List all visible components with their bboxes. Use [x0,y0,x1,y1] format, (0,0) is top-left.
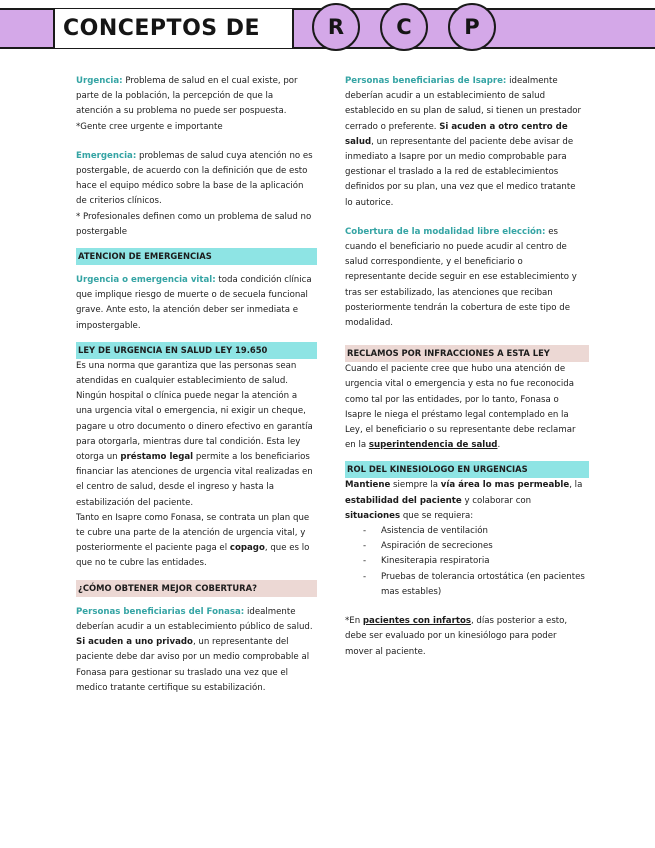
circle-p: P [448,3,496,51]
infartos-text-a: *En [345,616,363,627]
vital-definition [76,273,313,334]
reclamos-text-a: Cuando el paciente cree que hubo una atención de urgencia vital o emergencia y esta no fue reconocida como tal por las entidades, por lo tanto, Fonasa o Isapre le niega el préstamo legal contemplado en la Ley, el beneficiario o su representante debe reclamar en la [345,364,576,451]
prestamo-legal: préstamo legal [120,452,194,463]
emergencia-term: Emergencia: [76,150,137,161]
rol-via-aerea: vía área lo mas permeable [440,480,570,491]
urgencia-term: Urgencia: [76,76,123,86]
ley-text-a: Es una norma que garantiza que las personas sean atendidas en cualquier establecimiento de salud. Ningún hospital o clínica puede negar la atención a una urgencia vital o emergencia, ni exigir un cheque, pagare u otro documento o dinero efectivo en garantía para otorgarla, mientras dure tal condición. Esta ley otorga un [76,360,313,463]
rol-text-a: siempre la [390,480,441,491]
section-header-ley: LEY DE URGENCIA EN SALUD LEY 19.650 [76,342,317,359]
reclamos-paragraph [345,362,585,453]
libre-eleccion-term: Cobertura de la modalidad libre elección: [345,226,546,237]
list-item: - Kinesiterapia respiratoria [363,554,585,569]
libre-eleccion-text: es cuando el beneficiario no puede acudir al centro de salud correspondiente, y el beneficiario o representante decide seguir en ese establecimiento y tras ser estabilizado, las atenciones que reciban posteriormente tendrán la cobertura de este tipo de modalidad. [345,226,577,329]
libre-eleccion-paragraph [345,225,585,331]
fonasa-text-b: , un representante del paciente debe dar aviso por un medio comprobable al Fonasa para gestionar su traslado una vez que el medico tratante certifique su estabilización. [76,637,310,693]
rol-text-d: que se requiera: [400,510,474,521]
left-column [76,74,313,696]
rol-situaciones: situaciones [345,510,401,521]
urgencia-note: *Gente cree urgente e importante [76,121,223,132]
right-column [345,74,585,660]
vital-term: Urgencia o emergencia vital: [76,275,216,286]
isapre-otro-centro: Si acuden a otro centro de salud [345,121,568,147]
rol-mantiene: Mantiene [345,480,391,491]
emergencia-note: * Profesionales definen como un problema de salud no postergable [76,211,312,237]
isapre-text-b: , un representante del paciente debe avisar de inmediato a Isapre por un medio comprobable para gestionar el traslado a la red de establecimientos definidos por su plan, una vez que el medico tratante lo autorice. [345,136,576,208]
circle-r: R [312,3,360,51]
fonasa-privado: Si acuden a uno privado [76,637,193,648]
vital-text: toda condición clínica que implique riesgo de muerte o de secuela funcional grave. Ante esto, la atención deber ser inmediata e impostergable. [76,275,312,331]
fonasa-text-a: idealmente deberían acudir a un establecimiento público de salud. [76,606,313,632]
isapre-text-a: idealmente deberían acudir a un establecimiento de salud establecido en su plan de salud, si tienen un prestador cerrado o preferente. [345,76,582,132]
ley-p2-text-a: Tanto en Isapre como Fonasa, se contrata un plan que te cubre una parte de la atención de urgencia vital, y posteriormente el paciente paga el [76,512,310,554]
ley-paragraph-2 [76,511,313,572]
list-item: - Asistencia de ventilación [363,524,585,539]
urgencia-text: Problema de salud en el cual existe, por parte de la población, la percepción de que la atención a su problema no puede ser pospuesta. [76,76,298,117]
rol-text-b: , la [569,480,583,491]
ley-text-b: permite a los beneficiarios financiar las atenciones de urgencia vital realizadas en el centro de salud, desde el ingreso y hasta la estabilización del paciente. [76,452,313,508]
pacientes-con-infartos: pacientes con infartos [362,616,471,627]
isapre-paragraph [345,74,585,211]
section-header-rol: ROL DEL KINESIOLOGO EN URGENCIAS [345,461,589,478]
rol-list [345,524,585,600]
rol-estabilidad: estabilidad del paciente [345,495,462,506]
page-title: CONCEPTOS DE [63,16,261,41]
infartos-text-b: , días posterior a esto, debe ser evaluado por un kinesiólogo para poder mover al paciente. [345,616,568,657]
rol-text-c: y colaborar con [461,495,532,506]
superintendencia: superintendencia de salud [368,440,498,451]
fonasa-term: Personas beneficiarias del Fonasa: [76,606,245,617]
section-header-atencion: ATENCION DE EMERGENCIAS [76,248,317,265]
ley-paragraph-1 [76,359,313,511]
ley-p2-text-b: , que es lo que no te cubre las entidades. [76,543,310,569]
title-box [53,9,294,48]
rol-paragraph [345,478,585,524]
list-item: - Aspiración de secreciones [363,539,585,554]
fonasa-paragraph [76,605,313,696]
section-header-reclamos: RECLAMOS POR INFRACCIONES A ESTA LEY [345,345,589,362]
reclamos-text-b: . [497,440,501,451]
copago: copago [229,543,265,554]
infartos-paragraph [345,614,585,660]
emergencia-text: problemas de salud cuya atención no es postergable, de acuerdo con la definición que de esto hace el equipo médico sobre la base de la aplicación de criterios clínicos. [76,150,313,207]
circle-c: C [380,3,428,51]
isapre-term: Personas beneficiarias de Isapre: [345,76,507,86]
urgencia-definition [76,74,313,120]
section-header-cobertura: ¿CÓMO OBTENER MEJOR COBERTURA? [76,580,317,597]
list-item: - Pruebas de tolerancia ortostática (en pacientes mas estables) [363,570,585,600]
emergencia-definition [76,149,313,210]
